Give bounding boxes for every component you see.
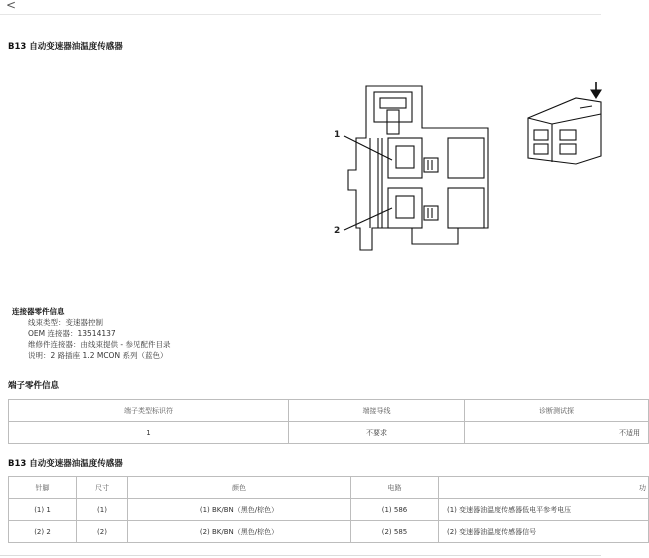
table-cell: (2) 变速器油温度传感器信号 bbox=[439, 521, 649, 543]
col-header-pin: 针脚 bbox=[9, 477, 77, 499]
table-cell: 1 bbox=[9, 422, 289, 444]
connector-info-description: 说明：2 路插座 1.2 MCON 系列（蓝色） bbox=[28, 351, 168, 360]
table-cell: (1) bbox=[77, 499, 128, 521]
connector-housing-outline bbox=[348, 86, 488, 250]
col-header-color: 颜色 bbox=[128, 477, 351, 499]
connector-part-info bbox=[12, 306, 170, 361]
col-header-termination: 端接导线 bbox=[289, 400, 465, 422]
table-header-row bbox=[9, 477, 649, 499]
col-header-probe: 诊断测试探 bbox=[465, 400, 649, 422]
callout-leader-2 bbox=[344, 208, 392, 230]
connector-info-title: 连接器零件信息 bbox=[12, 307, 65, 316]
pinout-table bbox=[8, 476, 649, 543]
table-cell: (1) 586 bbox=[351, 499, 439, 521]
connector-info-harness-type: 线束类型：变速器控制 bbox=[28, 318, 103, 327]
callout-1: 1 bbox=[334, 130, 341, 140]
terminal-cavity-2 bbox=[388, 188, 422, 228]
callout-leader-1 bbox=[344, 136, 392, 160]
section-title-terminal-parts: 端子零件信息 bbox=[8, 381, 60, 391]
connector-diagram bbox=[330, 78, 601, 258]
col-header-circuit: 电路 bbox=[351, 477, 439, 499]
table-cell: (2) BK/BN（黑色/棕色） bbox=[128, 521, 351, 543]
table-cell: (1) BK/BN（黑色/棕色） bbox=[128, 499, 351, 521]
table-row bbox=[9, 499, 649, 521]
connector-info-service: 维修件连接器：由线束提供 - 参见配件目录 bbox=[28, 340, 171, 349]
col-header-terminal-id: 端子类型标识符 bbox=[9, 400, 289, 422]
table-cell: 不适用 bbox=[465, 422, 649, 444]
table-cell: (1) 变速器油温度传感器低电平参考电压 bbox=[439, 499, 649, 521]
table-header-row bbox=[9, 400, 649, 422]
header-divider bbox=[0, 14, 601, 15]
footer-divider bbox=[0, 555, 601, 556]
table-cell: (2) bbox=[77, 521, 128, 543]
section-title-pinout: B13 自动变速器油温度传感器 bbox=[8, 459, 123, 469]
table-cell: (2) 585 bbox=[351, 521, 439, 543]
terminal-cavity-1 bbox=[388, 138, 422, 178]
table-row bbox=[9, 521, 649, 543]
connector-info-oem: OEM 连接器：13514137 bbox=[28, 329, 116, 338]
table-cell: (2) 2 bbox=[9, 521, 77, 543]
col-header-size: 尺寸 bbox=[77, 477, 128, 499]
table-row bbox=[9, 422, 649, 444]
col-header-function: 功 bbox=[439, 477, 649, 499]
terminal-parts-table bbox=[8, 399, 649, 444]
callout-2: 2 bbox=[334, 226, 341, 236]
table-cell: 不要求 bbox=[289, 422, 465, 444]
back-button[interactable]: < bbox=[6, 0, 17, 12]
section-title-connector: B13 自动变速器油温度传感器 bbox=[8, 42, 123, 52]
table-cell: (1) 1 bbox=[9, 499, 77, 521]
